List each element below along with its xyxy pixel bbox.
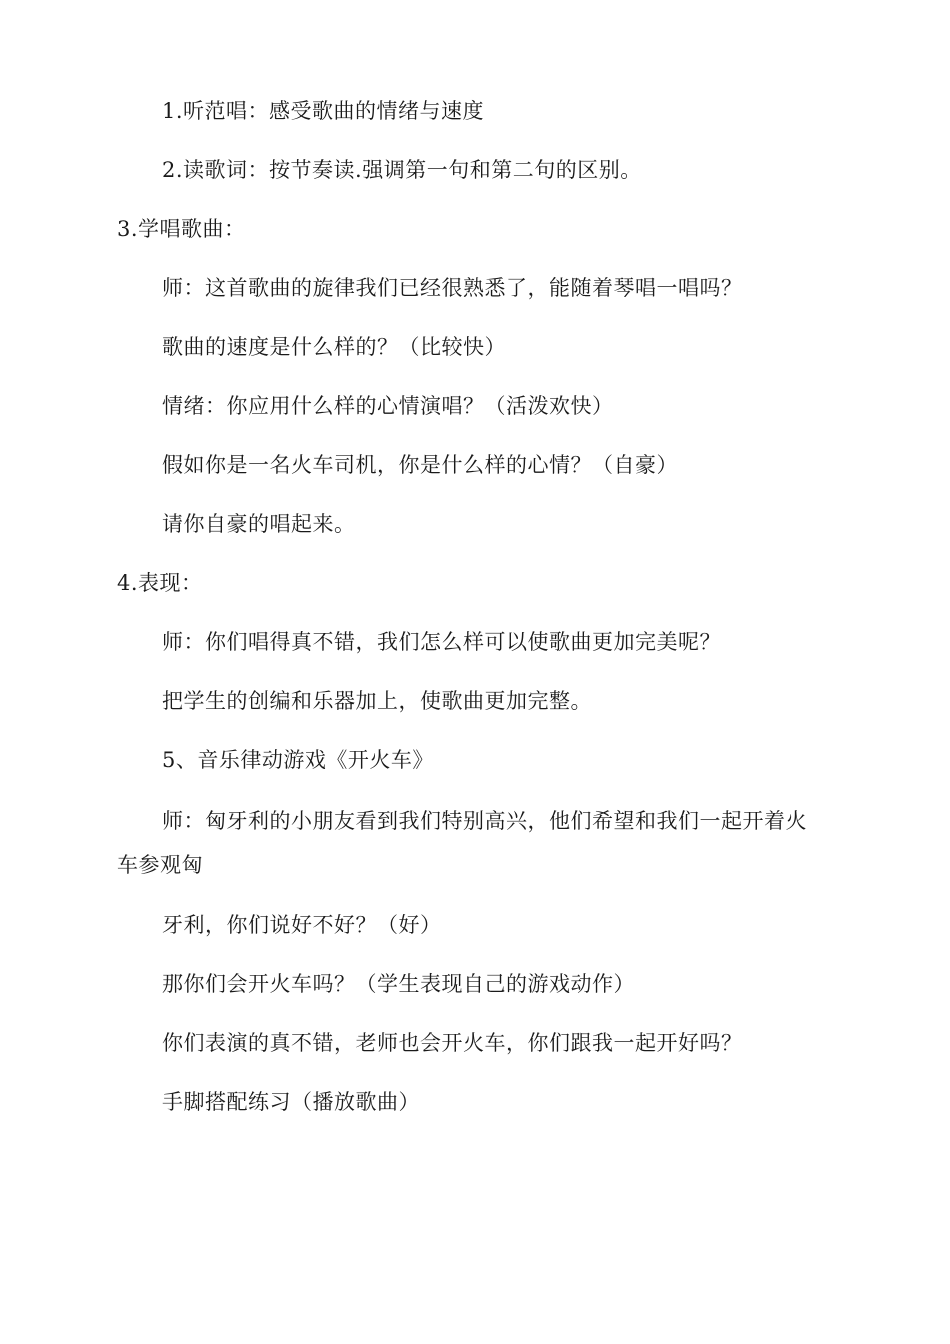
question-tempo: 歌曲的速度是什么样的？（比较快） bbox=[162, 335, 506, 359]
instruction-add-instruments: 把学生的创编和乐器加上，使歌曲更加完整。 bbox=[162, 689, 592, 713]
step-read-lyrics: 2.读歌词：按节奏读.强调第一句和第二句的区别。 bbox=[162, 158, 642, 182]
teacher-line-hungary-continued: 车参观匈 bbox=[117, 853, 203, 877]
step-listen-demo: 1.听范唱：感受歌曲的情绪与速度 bbox=[162, 99, 485, 123]
question-train-driver: 假如你是一名火车司机，你是什么样的心情？（自豪） bbox=[162, 453, 678, 477]
teacher-line-hungary: 师：匈牙利的小朋友看到我们特别高兴，他们希望和我们一起开着火 bbox=[162, 809, 807, 833]
teacher-line-drive-together: 你们表演的真不错，老师也会开火车，你们跟我一起开好吗？ bbox=[162, 1031, 743, 1055]
instruction-sing-proudly: 请你自豪的唱起来。 bbox=[162, 512, 356, 536]
step-learn-song-heading: 3.学唱歌曲： bbox=[117, 217, 246, 241]
activity-hand-foot-practice: 手脚搭配练习（播放歌曲） bbox=[162, 1090, 420, 1114]
step-perform-heading: 4.表现： bbox=[117, 571, 203, 595]
teacher-line-perfect: 师：你们唱得真不错，我们怎么样可以使歌曲更加完美呢？ bbox=[162, 630, 721, 654]
teacher-line-melody: 师：这首歌曲的旋律我们已经很熟悉了，能随着琴唱一唱吗？ bbox=[162, 276, 743, 300]
question-good-or-not: 牙利，你们说好不好？（好） bbox=[162, 913, 442, 937]
step-rhythm-game-heading: 5、音乐律动游戏《开火车》 bbox=[162, 748, 434, 772]
question-drive-train: 那你们会开火车吗？（学生表现自己的游戏动作） bbox=[162, 972, 635, 996]
question-mood: 情绪：你应用什么样的心情演唱？（活泼欢快） bbox=[162, 394, 614, 418]
